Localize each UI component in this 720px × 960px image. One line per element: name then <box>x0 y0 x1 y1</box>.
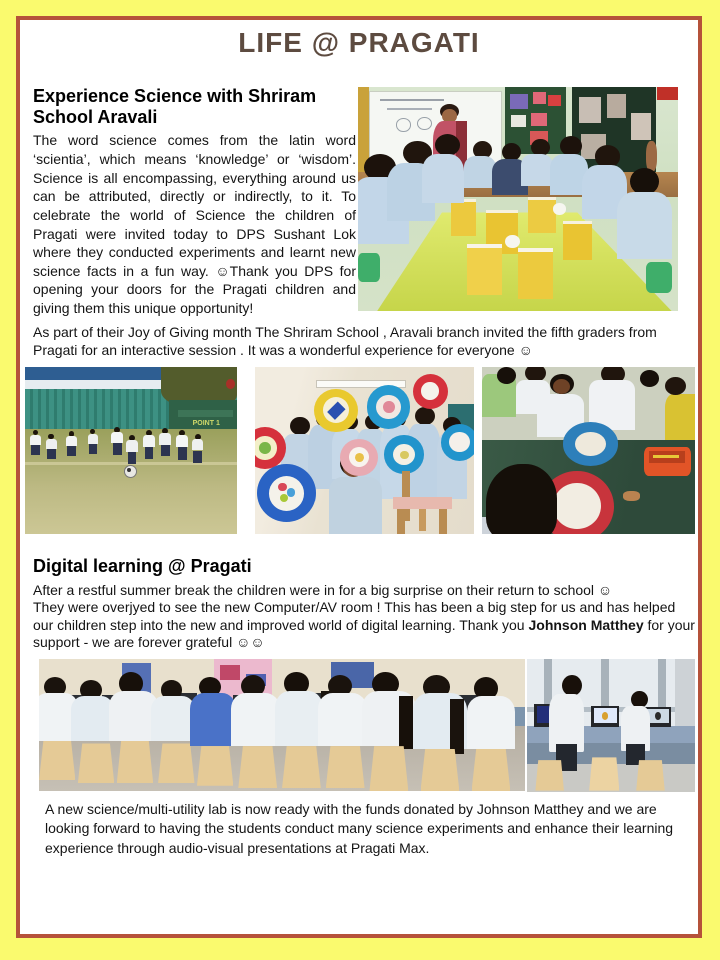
rosette-pink <box>340 439 377 476</box>
section-science <box>33 86 356 318</box>
page-title: LIFE @ PRAGATI <box>238 27 480 58</box>
photo-two-kids-computers <box>527 659 695 792</box>
science-body: The word science comes from the latin word ‘scientia’, which means ‘knowledge’ or ‘wisdom’. Science is all encompassing, everything around us can be attributed, directly or indirectly, to it. To celebrate the world of Science the children of Pragati were invited today to DPS Sushant Lok where they conducted experiments and learnt new science facts in a fun way. ☺Thank you DPS for opening your doors for the Pragati children and giving them this unique opportunity! <box>33 132 356 316</box>
rosette-yellow-plane <box>314 389 358 432</box>
photo-craft-table <box>482 367 695 534</box>
digital-body <box>33 582 697 651</box>
digital-paragraph: They were overjyed to see the new Computer/AV room ! This has been a big step for us and has helped our children step into the new and improved world of digital learning. Thank you Johnson Matthey for your support - we are forever grateful ☺☺ <box>33 599 695 651</box>
photo-computer-lab-row <box>39 659 525 791</box>
closing-paragraph: A new science/multi-utility lab is now ready with the funds donated by Johnson Matthey and we are looking forward to having the students conduct many science experiments and enhance their learning experience through audio-visual presentations at Pragati Max. <box>45 801 674 856</box>
craft-basket <box>644 447 691 475</box>
science-heading: Experience Science with Shriram School Aravali <box>33 86 317 128</box>
rosette-blue-right <box>441 424 474 461</box>
donor-name: Johnson Matthey <box>528 616 644 633</box>
photo-rosettes-group <box>255 367 474 534</box>
page-frame <box>16 16 702 938</box>
photo-science-session-classroom <box>358 87 678 311</box>
rosette-blue-on-table <box>563 422 618 465</box>
laptop-middle <box>591 706 620 727</box>
rosette-blue-big <box>257 464 316 522</box>
digital-heading: Digital learning @ Pragati <box>33 556 252 576</box>
field-wall-text: POINT 1 <box>192 420 220 428</box>
rosette-blue-top <box>367 385 411 428</box>
rosette-blue-mid <box>384 435 423 473</box>
photo-football-field <box>25 367 237 534</box>
rosette-red-top <box>413 374 448 409</box>
digital-line1: After a restful summer break the children were in for a big surprise on their return to school ☺ <box>33 582 613 598</box>
foreground-child-head <box>486 464 556 534</box>
joy-paragraph: As part of their Joy of Giving month The Shriram School , Aravali branch invited the fifth graders from Pragati for an interactive session . It was a wonderful experience for everyone ☺ <box>33 324 657 359</box>
